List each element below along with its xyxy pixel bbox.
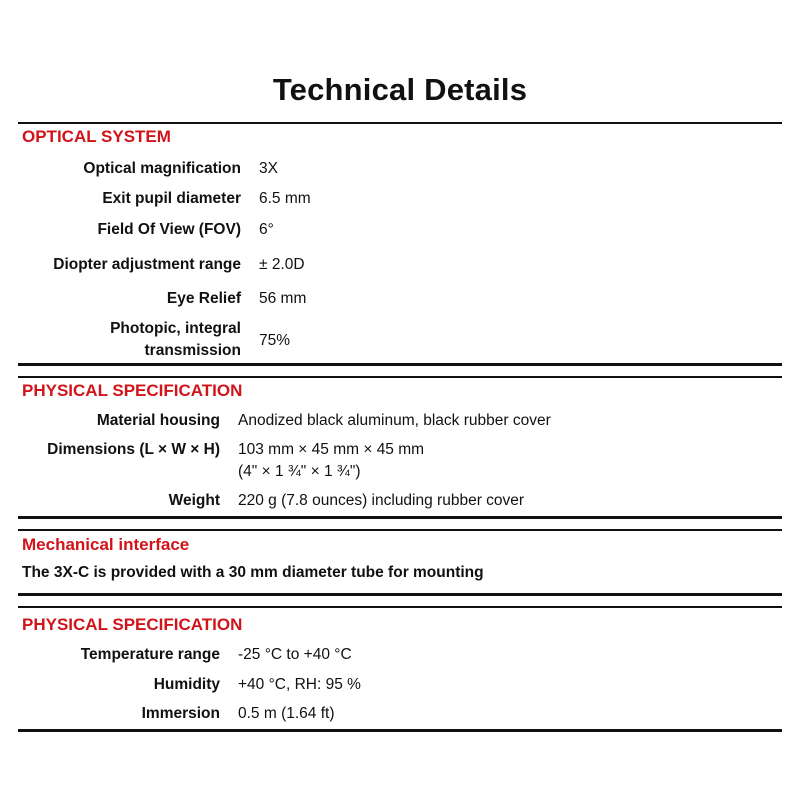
spec-label-exit-pupil-diameter: Exit pupil diameter	[102, 190, 241, 207]
section-title-mechanical-interface: Mechanical interface	[22, 535, 190, 554]
section-title-physical-specification: PHYSICAL SPECIFICATION	[22, 381, 243, 400]
spec-value-material-housing: Anodized black aluminum, black rubber cover	[238, 412, 551, 429]
spec-label-material-housing: Material housing	[96, 412, 220, 429]
spec-label-temperature-range: Temperature range	[80, 646, 220, 663]
spec-value-dimensions	[238, 439, 424, 483]
spec-value-diopter-adjustment-range: ± 2.0D	[259, 256, 305, 273]
section-title-physical-specification: PHYSICAL SPECIFICATION	[22, 615, 243, 634]
spec-label-optical-magnification: Optical magnification	[83, 160, 241, 177]
spec-value-optical-magnification: 3X	[259, 160, 278, 177]
page-title: Technical Details	[272, 72, 528, 107]
mechanical-interface-note: The 3X-C is provided with a 30 mm diameter tube for mounting	[22, 564, 484, 581]
spec-label-line: Photopic, integral	[110, 320, 241, 337]
spec-value-line: 103 mm × 45 mm × 45 mm	[238, 441, 425, 458]
spec-label-immersion: Immersion	[141, 705, 220, 722]
section-title-optical-system: OPTICAL SYSTEM	[22, 127, 171, 146]
spec-value-humidity: +40 °C, RH: 95 %	[238, 676, 361, 693]
section-divider	[18, 363, 782, 366]
spec-value-weight: 220 g (7.8 ounces) including rubber cover	[238, 492, 525, 509]
section-divider	[18, 593, 782, 596]
spec-label-dimensions: Dimensions (L × W × H)	[47, 441, 220, 458]
spec-label-photopic-transmission	[110, 318, 241, 362]
section-divider	[18, 516, 782, 519]
section-divider	[18, 122, 782, 124]
section-divider	[18, 376, 782, 378]
spec-label-diopter-adjustment-range: Diopter adjustment range	[53, 256, 241, 273]
spec-label-line: transmission	[144, 342, 241, 359]
spec-value-field-of-view: 6°	[259, 221, 274, 238]
spec-label-field-of-view: Field Of View (FOV)	[97, 221, 241, 238]
spec-label-weight: Weight	[168, 492, 220, 509]
spec-value-exit-pupil-diameter: 6.5 mm	[259, 190, 311, 207]
spec-label-humidity: Humidity	[153, 676, 220, 693]
spec-value-line: (4" × 1 ¾" × 1 ¾")	[238, 463, 361, 480]
spec-label-eye-relief: Eye Relief	[166, 290, 241, 307]
section-divider	[18, 529, 782, 531]
spec-value-eye-relief: 56 mm	[259, 290, 307, 307]
spec-value-photopic-transmission: 75%	[259, 332, 291, 349]
spec-value-temperature-range: -25 °C to +40 °C	[238, 646, 352, 663]
section-divider	[18, 729, 782, 732]
spec-value-immersion: 0.5 m (1.64 ft)	[238, 705, 335, 722]
section-divider	[18, 606, 782, 608]
